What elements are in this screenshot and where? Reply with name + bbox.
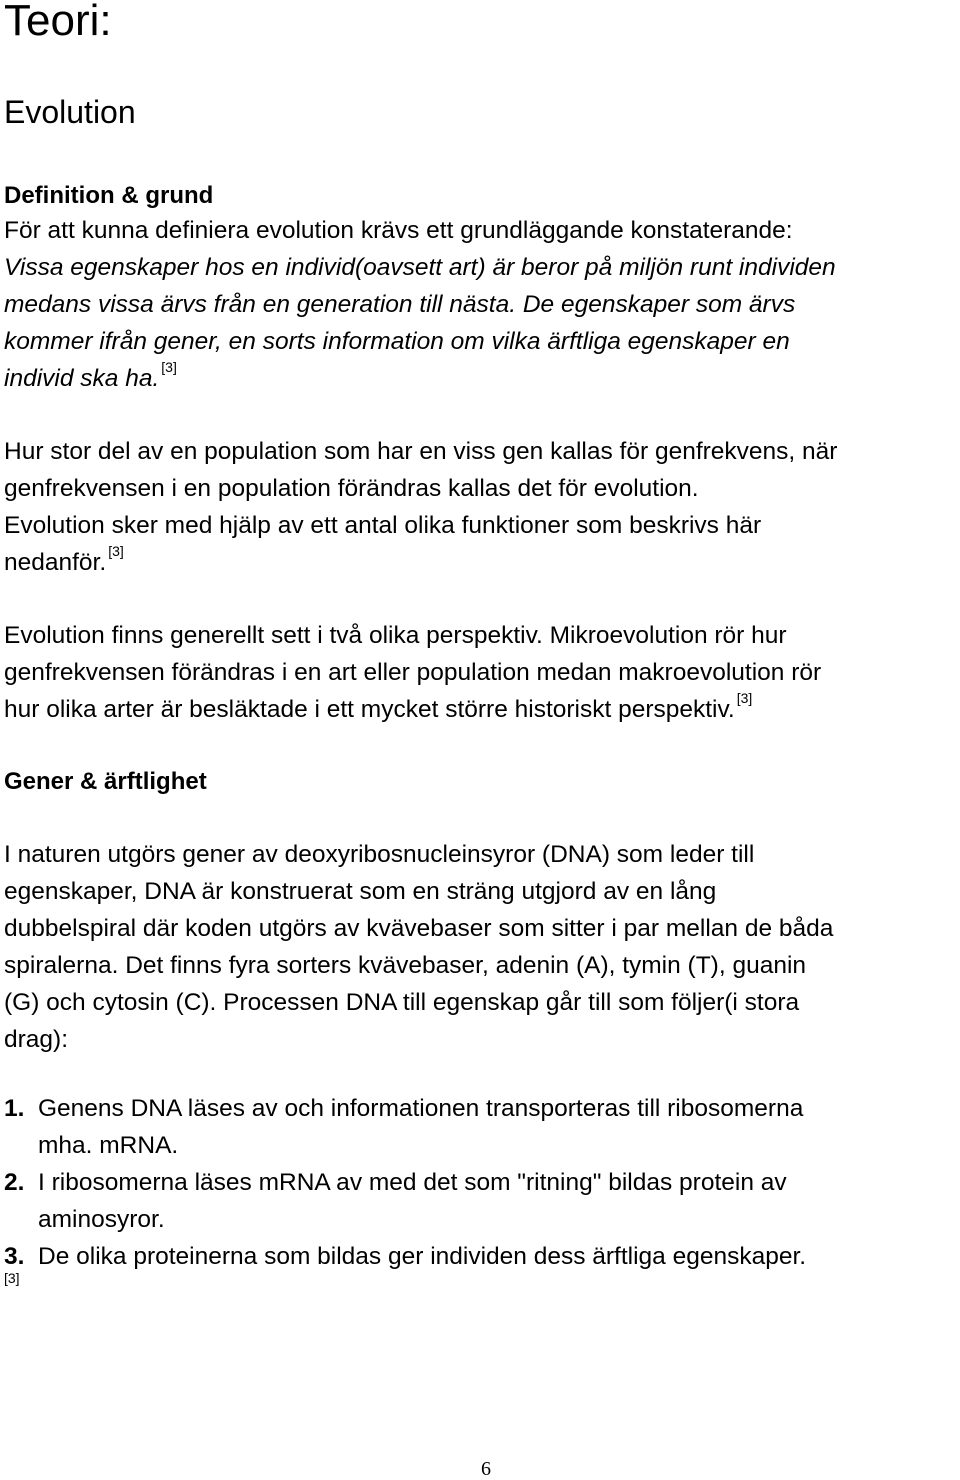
definition-italic-line: Vissa egenskaper hos en individ(oavsett art) är beror på miljön runt individen [4,254,836,281]
definition-italic-line: kommer ifrån gener, en sorts information om vilka ärftliga egenskaper en [4,328,790,355]
perspective-paragraph [4,617,960,731]
definition-paragraph [4,212,960,400]
definition-intro: För att kunna definiera evolution krävs ett grundläggande konstaterande: [4,217,793,244]
paragraph-line: drag): [4,1026,69,1053]
step-number: 2. [4,1169,25,1196]
process-steps-list [4,1090,806,1275]
paragraph-line: nedanför. [4,549,107,576]
frequency-paragraph [4,433,960,584]
reference-marker: [3] [108,543,124,559]
step-number: 3. [4,1243,25,1270]
list-item [4,1090,806,1164]
definition-italic-line: individ ska ha. [4,365,160,392]
page-number: 6 [481,1458,491,1480]
step-text: Genens DNA läses av och informationen transporteras till ribosomerna [38,1095,804,1122]
step-text: aminosyror. [38,1206,165,1233]
genes-paragraph [4,836,960,1058]
genes-subheading: Gener & ärftlighet [4,768,207,795]
paragraph-line: Evolution sker med hjälp av ett antal olika funktioner som beskrivs här [4,512,762,539]
reference-marker: [3] [4,1270,20,1286]
paragraph-line: genfrekvensen förändras i en art eller population medan makroevolution rör [4,659,822,686]
section-title: Evolution [4,94,136,130]
definition-subheading: Definition & grund [4,182,214,209]
paragraph-line: egenskaper, DNA är konstruerat som en sträng utgjord av en lång [4,878,717,905]
paragraph-line: dubbelspiral där koden utgörs av kvävebaser som sitter i par mellan de båda [4,915,834,942]
list-item [4,1164,806,1238]
step-text: mha. mRNA. [38,1132,179,1159]
paragraph-line: Hur stor del av en population som har en viss gen kallas för genfrekvens, när [4,438,838,465]
paragraph-line: (G) och cytosin (C). Processen DNA till egenskap går till som följer(i stora [4,989,800,1016]
step-text: I ribosomerna läses mRNA av med det som "ritning" bildas protein av [38,1169,787,1196]
paragraph-line: Evolution finns generellt sett i två olika perspektiv. Mikroevolution rör hur [4,622,787,649]
list-item [4,1238,806,1275]
page-title-colon: : [99,0,112,45]
paragraph-line: I naturen utgörs gener av deoxyribosnucleinsyror (DNA) som leder till [4,841,755,868]
page-title-text: Teori [4,0,100,45]
step-text: De olika proteinerna som bildas ger individen dess ärftliga egenskaper. [38,1243,807,1270]
step-number: 1. [4,1095,25,1122]
paragraph-line: hur olika arter är besläktade i ett mycket större historiskt perspektiv. [4,696,735,723]
paragraph-line: genfrekvensen i en population förändras kallas det för evolution. [4,475,699,502]
paragraph-line: spiralerna. Det finns fyra sorters kvävebaser, adenin (A), tymin (T), guanin [4,952,807,979]
page-title [4,0,112,50]
reference-marker: [3] [161,359,177,375]
definition-italic-line: medans vissa ärvs från en generation till nästa. De egenskaper som ärvs [4,291,796,318]
reference-marker: [3] [736,690,753,706]
